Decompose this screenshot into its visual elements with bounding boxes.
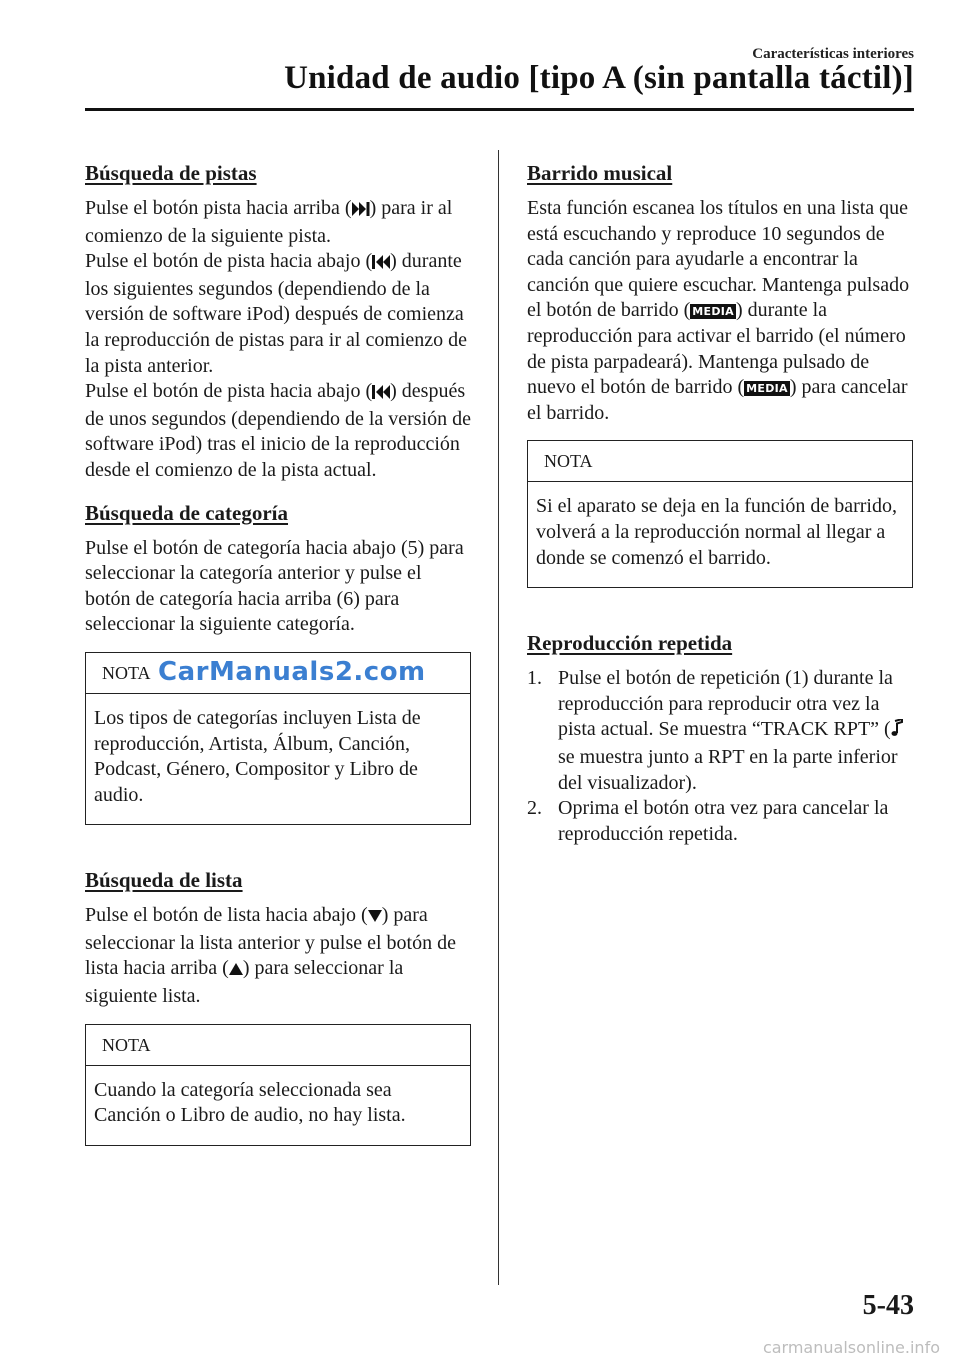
paragraph: [527, 196, 913, 426]
paragraph: Pulse el botón de categoría hacia abajo (5) para seleccionar la categoría anterior y pulse el botón de categoría hacia arriba (6) para seleccionar la siguiente categoría.: [85, 536, 464, 636]
paragraph: [85, 903, 471, 1009]
media-button-icon: MEDIA: [746, 382, 788, 396]
text: ) durante la reproducción para activar el barrido (el número de pista parpadeará). Mantenga pulsado de nuevo el botón de barrido (: [527, 299, 906, 399]
section-busqueda-categoria: [85, 498, 471, 826]
section-title: Búsqueda de pistas: [85, 161, 257, 185]
text: ) para seleccionar la lista anterior y pulse el botón de lista hacia arriba (: [85, 904, 456, 980]
note-box: [85, 1024, 471, 1146]
section-title: Reproducción repetida: [527, 631, 733, 656]
list-item: [527, 666, 913, 796]
note-text: Cuando la categoría seleccionada sea Canción o Libro de audio, no hay lista.: [94, 1078, 406, 1127]
section-barrido-musical: [527, 158, 913, 588]
note-box: [85, 652, 471, 825]
section-title: Búsqueda de categoría: [85, 500, 289, 525]
column-divider: [498, 150, 499, 1285]
list-item: [527, 796, 913, 847]
section-busqueda-pistas: [85, 158, 471, 484]
section-title: Barrido musical: [527, 161, 673, 185]
note-header: [86, 1025, 470, 1066]
note-label: NOTA: [102, 1034, 151, 1055]
note-text: Los tipos de categorías incluyen Lista de reproducción, Artista, Álbum, Canción, Podcast, Género, Compositor y Libro de audio.: [94, 706, 421, 806]
paragraph: [85, 196, 471, 249]
text: ) durante los siguientes segundos (dependiendo de la versión de software iPod) después de comienza la reproducción de pistas para ir al comienzo de la pista anterior.: [85, 250, 468, 377]
step-number: 2.: [527, 797, 542, 820]
text: ) para cancelar el barrido.: [527, 376, 908, 424]
text: ) para seleccionar la siguiente lista.: [85, 957, 404, 1008]
text: ) para ir al comienzo de la siguiente pista.: [85, 197, 453, 247]
paragraph: [85, 249, 471, 379]
paragraph: [85, 379, 471, 483]
triangle-up-icon: [229, 958, 243, 984]
text: Pulse el botón de repetición (1) durante la reproducción para reproducir otra vez la pista actual. Se muestra “TRACK RPT” (: [558, 667, 893, 741]
header-rule: [85, 108, 914, 111]
text: se muestra junto a RPT en la parte inferior del visualizador).: [558, 745, 898, 794]
note-label: NOTA: [544, 451, 593, 472]
skip-back-icon: [372, 381, 390, 407]
text: Esta función escanea los títulos en una lista que está escuchando y reproduce 10 segundos de cada canción para ayudarle a encontrar la canción que quiere escuchar. Mantenga pulsado el botón de barrido (: [527, 197, 910, 322]
section-title: Búsqueda de lista: [85, 868, 243, 893]
carmanuals-logo: CarManuals2.com: [158, 656, 426, 687]
text: ) después de unos segundos (dependiendo de la versión de software iPod) tras el inicio de la reproducción desde el comienzo de la pista actual.: [85, 380, 472, 481]
text: Pulse el botón de lista hacia abajo (: [85, 904, 368, 927]
section-reproduccion-repetida: [527, 628, 913, 847]
section-busqueda-lista: [85, 865, 471, 1146]
triangle-down-icon: [368, 905, 382, 931]
text: Pulse el botón de pista hacia abajo (: [85, 380, 373, 403]
media-button-icon: MEDIA: [692, 305, 734, 319]
skip-forward-icon: [352, 198, 370, 224]
note-text: Si el aparato se deja en la función de barrido, volverá a la reproducción normal al llegar a donde se comenzó el barrido.: [536, 495, 897, 569]
chapter-label: Características interiores: [752, 46, 914, 62]
left-column: [85, 158, 471, 1146]
note-header: [86, 653, 470, 694]
step-number: 1.: [527, 667, 542, 690]
note-header: [528, 441, 912, 482]
page-number: 5-43: [862, 1290, 914, 1321]
right-column: [527, 158, 913, 847]
text: Pulse el botón de pista hacia abajo (: [85, 250, 373, 273]
note-label: NOTA: [102, 662, 151, 683]
music-note-icon: [891, 719, 903, 745]
note-box: [527, 440, 913, 588]
steps-list: [527, 666, 913, 847]
footer-watermark: carmanualsonline.info: [762, 1338, 940, 1357]
text: Oprima el botón otra vez para cancelar la reproducción repetida.: [558, 797, 889, 845]
page-title: Unidad de audio [tipo A (sin pantalla táctil)]: [284, 60, 914, 96]
text: Pulse el botón pista hacia arriba (: [85, 197, 352, 219]
skip-back-icon: [372, 251, 390, 277]
